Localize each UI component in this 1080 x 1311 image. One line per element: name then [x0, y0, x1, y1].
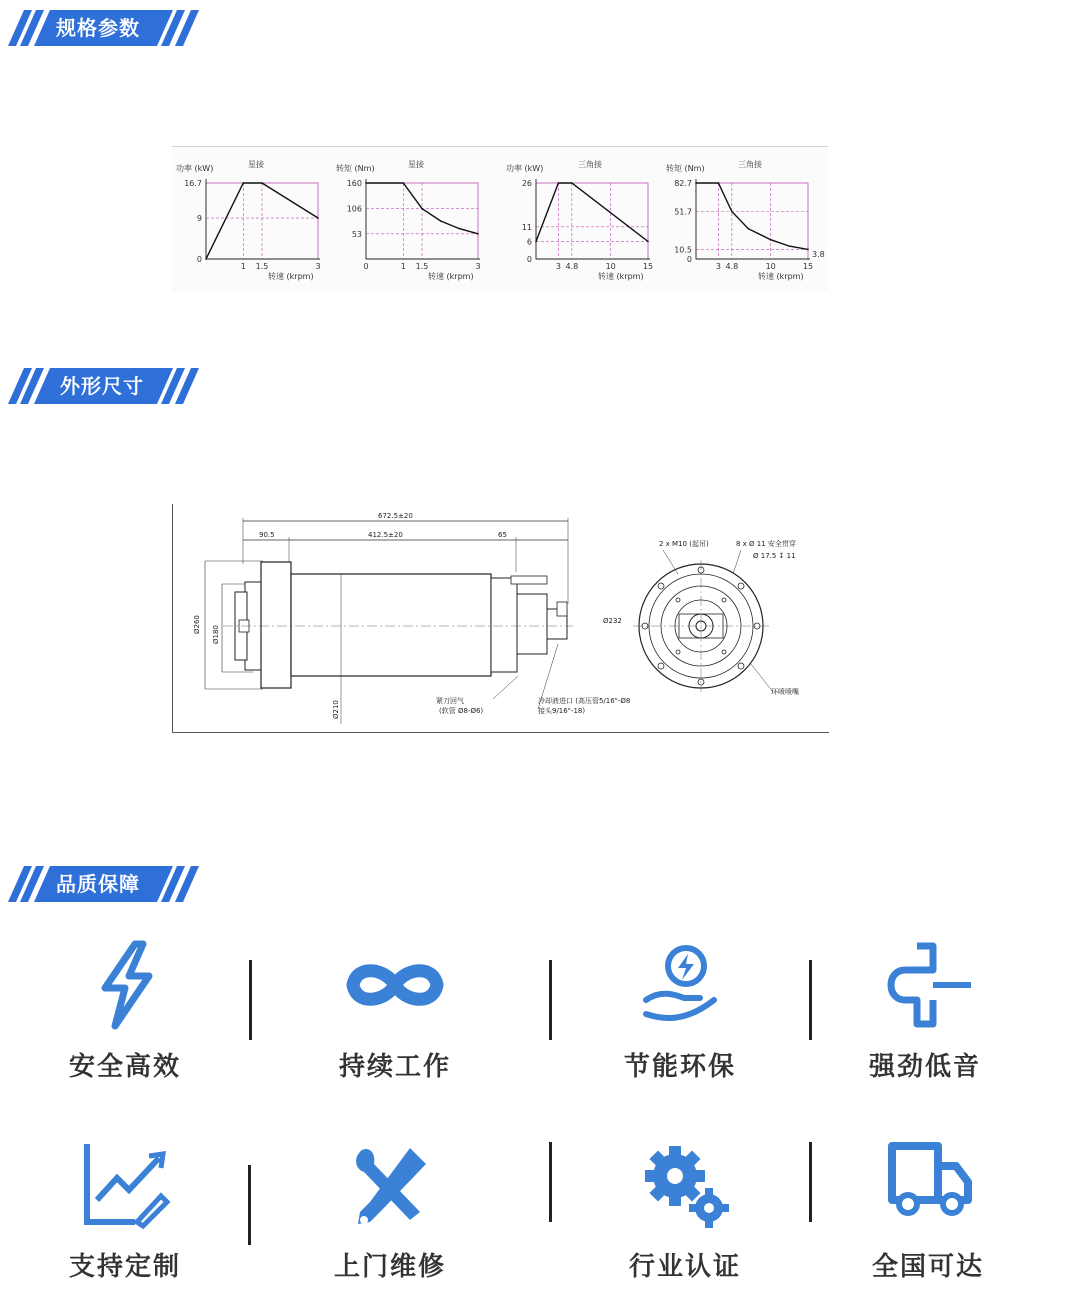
divider: [549, 960, 552, 1040]
curve-delta-power: [502, 147, 666, 292]
label-coolant: 冷却液进口 (高压管5/16"-Ø8: [538, 697, 631, 705]
y-tick-label: 6: [526, 237, 532, 247]
y-axis-label: 功率 (kW): [506, 164, 544, 173]
dimension-drawing: [172, 504, 829, 733]
curve-point: [695, 182, 697, 184]
curve-point: [535, 241, 537, 243]
y-tick-label: 51.7: [674, 207, 692, 217]
y-tick-label: 11: [521, 222, 532, 232]
feature-label: 安全高效: [68, 1052, 181, 1082]
feature-label: 上门维修: [333, 1252, 446, 1282]
feature-label: 全国可达: [871, 1252, 984, 1282]
y-tick-label: 53: [351, 229, 362, 239]
feature-label: 支持定制: [68, 1252, 181, 1282]
section-header-specs: [8, 8, 203, 48]
plug-icon: [875, 940, 975, 1030]
curve-point: [718, 182, 720, 184]
label-counterbore: Ø 17.5 ↧ 11: [753, 552, 796, 560]
x-tick-label: 3: [715, 262, 721, 271]
divider: [249, 960, 252, 1040]
y-tick-label: 0: [196, 255, 202, 264]
x-tick-label: 1.5: [415, 262, 429, 271]
y-tick-label: 9: [196, 214, 202, 224]
divider: [809, 1142, 812, 1222]
feature-onsite-repair: [295, 1140, 485, 1283]
curve-point: [205, 258, 207, 260]
plot-frame: [536, 183, 648, 259]
curve-point: [747, 228, 749, 230]
feature-energy-saving: [585, 940, 775, 1083]
section-title: 品质保障: [56, 872, 140, 896]
chart-title: 星接: [408, 160, 424, 169]
dia-260: Ø260: [193, 615, 201, 634]
x-tick-label: 1: [400, 262, 406, 271]
x-tick-label: 1: [240, 262, 246, 271]
curve-point: [789, 245, 791, 247]
curve-point: [477, 233, 479, 235]
curve-point: [440, 220, 442, 222]
y-tick-label: 10.5: [674, 245, 692, 255]
y-axis-label: 转矩 (Nm): [666, 164, 705, 173]
tools-icon: [340, 1140, 440, 1230]
section-title: 外形尺寸: [60, 374, 144, 398]
feature-customization: [30, 1140, 220, 1283]
label-coolant-joint: 接头9/16"-18): [538, 707, 586, 715]
y-tick-label: 82.7: [674, 179, 692, 188]
label-holes: 8 x Ø 11 安全贯穿: [736, 540, 796, 548]
plot-frame: [696, 183, 808, 259]
x-tick-label: 0: [363, 262, 369, 271]
curve-delta-torque: [662, 147, 826, 292]
curve-point: [770, 239, 772, 241]
curve-line: [536, 183, 648, 242]
dia-232: Ø232: [603, 617, 622, 625]
section-header-quality: [8, 864, 203, 904]
dim-right: 65: [498, 531, 507, 539]
curve-star-torque: [332, 147, 496, 292]
curve-line: [696, 183, 808, 249]
y-axis-label: 转矩 (Nm): [336, 164, 375, 173]
feature-continuous-work: [300, 940, 490, 1083]
divider: [809, 960, 812, 1040]
feature-strong-quiet: [830, 940, 1020, 1083]
feature-label: 节能环保: [623, 1052, 736, 1082]
curve-point: [317, 217, 319, 219]
curve-point: [647, 241, 649, 243]
dim-total: 672.5±20: [378, 512, 413, 520]
feature-safe-efficient: [30, 940, 220, 1083]
extra-label: 3.8: [812, 250, 825, 259]
curve-point: [421, 208, 423, 210]
section-title: 规格参数: [56, 16, 140, 40]
label-m10: 2 x M10 (起吊): [659, 540, 709, 548]
performance-curves: [172, 146, 828, 291]
y-tick-label: 16.7: [184, 179, 202, 188]
feature-label: 强劲低音: [868, 1052, 981, 1082]
curve-point: [571, 182, 573, 184]
dim-left: 90.5: [259, 531, 275, 539]
energy-hand-icon: [630, 940, 730, 1030]
x-axis-label: 转速 (krpm): [758, 272, 804, 281]
curve-point: [365, 182, 367, 184]
x-tick-label: 1.5: [255, 262, 269, 271]
chart-title: 星接: [248, 160, 264, 169]
y-tick-label: 0: [526, 255, 532, 264]
infinity-icon: [345, 940, 445, 1030]
x-tick-label: 10: [765, 262, 776, 271]
y-tick-label: 160: [346, 179, 362, 188]
feature-label: 持续工作: [338, 1052, 451, 1082]
curve-point: [261, 182, 263, 184]
x-tick-label: 15: [642, 262, 654, 271]
dim-mid: 412.5±20: [368, 531, 403, 539]
curve-star-power: [172, 147, 336, 292]
label-spray: 环喷喷嘴: [771, 688, 799, 696]
chart-title: 三角接: [738, 160, 762, 169]
y-tick-label: 26: [521, 179, 532, 188]
x-tick-label: 15: [802, 262, 814, 271]
curve-point: [731, 211, 733, 213]
x-tick-label: 3: [315, 262, 321, 271]
dia-210: Ø210: [332, 700, 340, 719]
lightning-icon: [75, 940, 175, 1030]
gears-icon: [635, 1140, 735, 1230]
chart-pen-icon: [75, 1140, 175, 1230]
section-header-dimensions: [8, 366, 203, 406]
label-air-hose: (软管 Ø8-Ø6): [439, 707, 484, 715]
curve-point: [558, 182, 560, 184]
curve-point: [807, 249, 809, 251]
feature-certification: [590, 1140, 780, 1283]
curve-point: [243, 182, 245, 184]
x-tick-label: 10: [605, 262, 616, 271]
y-axis-label: 功率 (kW): [176, 164, 214, 173]
feature-nationwide: [833, 1140, 1023, 1283]
dia-180: Ø180: [212, 625, 220, 644]
curve-point: [459, 228, 461, 230]
label-air: 紧刀回气: [436, 697, 464, 705]
x-tick-label: 3: [555, 262, 561, 271]
y-tick-label: 106: [346, 204, 362, 214]
divider: [549, 1142, 552, 1222]
x-tick-label: 3: [475, 262, 481, 271]
x-axis-label: 转速 (krpm): [268, 272, 314, 281]
y-tick-label: 0: [686, 255, 692, 264]
x-tick-label: 4.8: [725, 262, 739, 271]
x-axis-label: 转速 (krpm): [428, 272, 474, 281]
divider: [248, 1165, 251, 1245]
x-axis-label: 转速 (krpm): [598, 272, 644, 281]
chart-title: 三角接: [578, 160, 602, 169]
feature-label: 行业认证: [628, 1252, 741, 1282]
curve-point: [403, 182, 405, 184]
x-tick-label: 4.8: [565, 262, 579, 271]
spindle-drawing-svg: [173, 504, 830, 733]
truck-icon: [878, 1140, 978, 1230]
